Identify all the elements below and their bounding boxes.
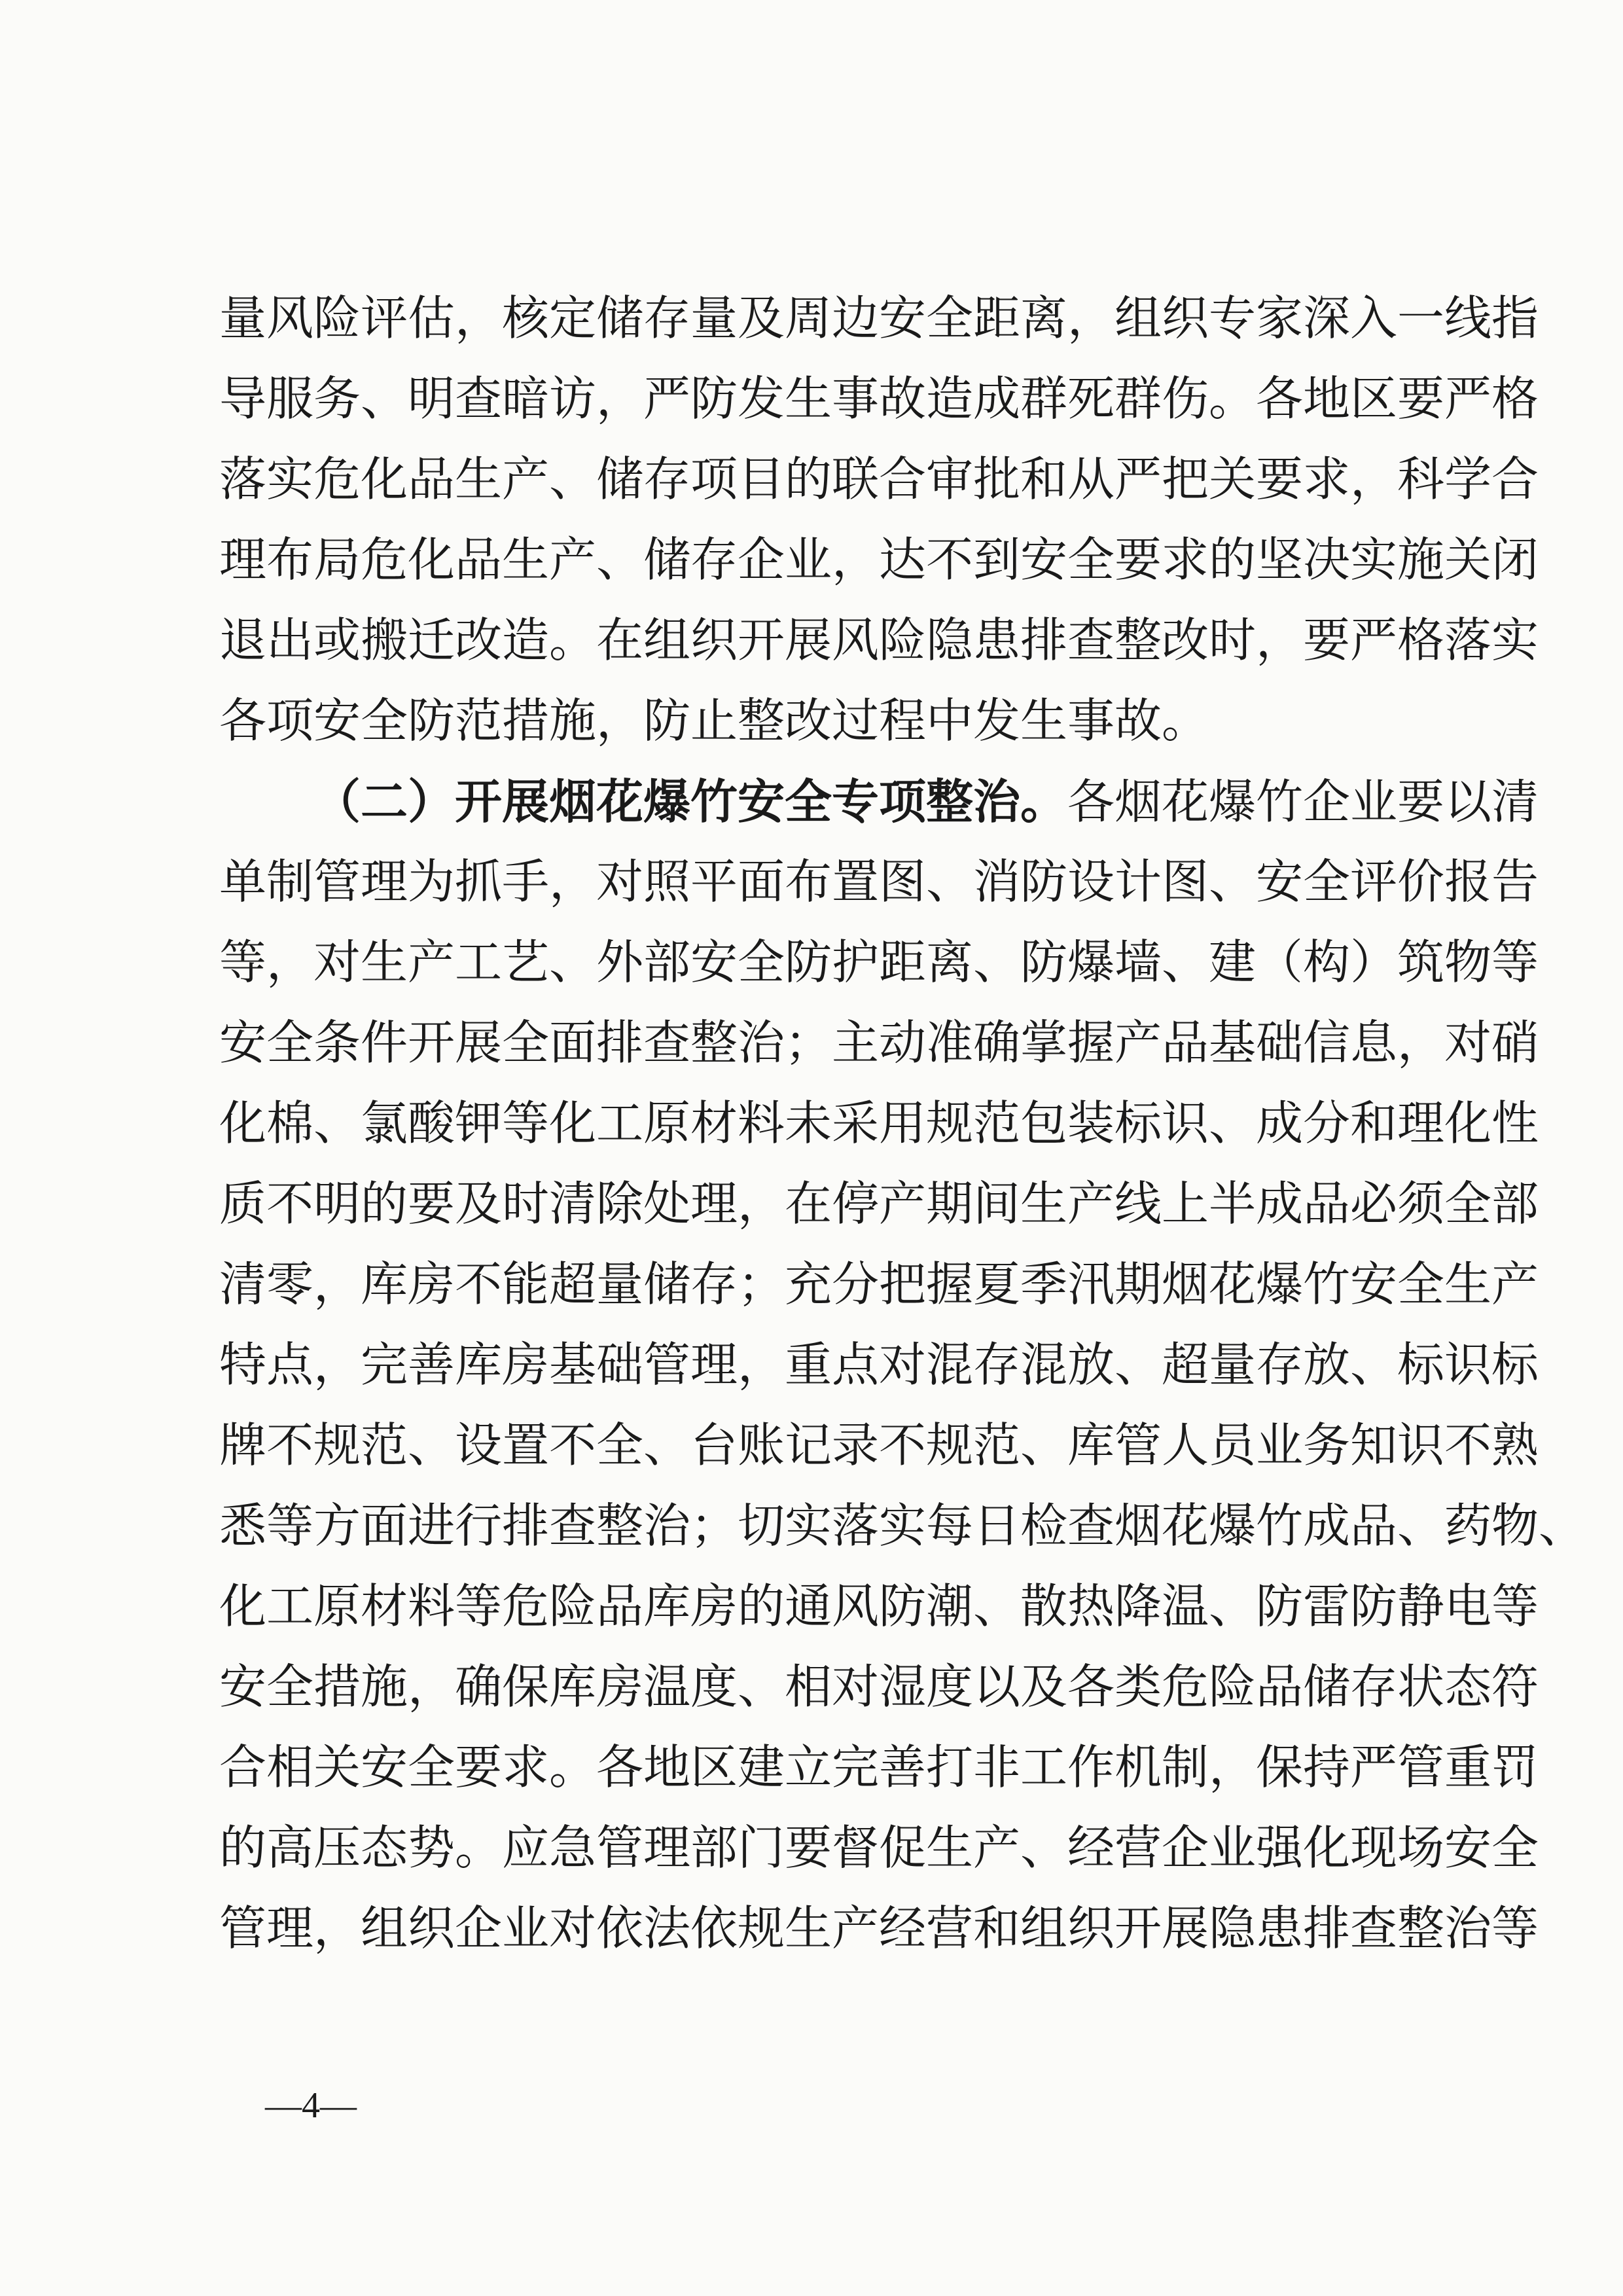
document-body: [219, 278, 1586, 1969]
section-line-7: 特点，完善库房基础管理，重点对混存混放、超量存放、标识标: [219, 1337, 1539, 1392]
section-line-4: 化棉、氯酸钾等化工原材料未采用规范包装标识、成分和理化性: [219, 1096, 1539, 1151]
section-heading: （二）开展烟花爆竹安全专项整治。: [313, 774, 1068, 829]
section-line-2: 等，对生产工艺、外部安全防护距离、防爆墙、建（构）筑物等: [219, 935, 1539, 990]
section-line-13: 的高压态势。应急管理部门要督促生产、经营企业强化现场安全: [219, 1820, 1539, 1875]
section-line-5: 质不明的要及时清除处理，在停产期间生产线上半成品必须全部: [219, 1176, 1539, 1231]
section-line-10: 化工原材料等危险品库房的通风防潮、散热降温、防雷防静电等: [219, 1579, 1539, 1634]
body-line-4: 理布局危化品生产、储存企业，达不到安全要求的坚决实施关闭: [219, 532, 1539, 587]
body-line-2: 导服务、明查暗访，严防发生事故造成群死群伤。各地区要严格: [219, 371, 1539, 426]
body-line-6: 各项安全防范措施，防止整改过程中发生事故。: [219, 693, 1209, 748]
section-line-11: 安全措施，确保库房温度、相对湿度以及各类危险品储存状态符: [219, 1659, 1539, 1714]
body-line-1: 量风险评估，核定储存量及周边安全距离，组织专家深入一线指: [219, 291, 1539, 346]
section-line-1: 单制管理为抓手，对照平面布置图、消防设计图、安全评价报告: [219, 854, 1539, 909]
body-line-5: 退出或搬迁改造。在组织开展风险隐患排查整改时，要严格落实: [219, 613, 1539, 668]
section-line-3: 安全条件开展全面排查整治；主动准确掌握产品基础信息，对硝: [219, 1015, 1539, 1070]
body-line-3: 落实危化品生产、储存项目的联合审批和从严把关要求，科学合: [219, 452, 1539, 507]
section-first-line-text: 各烟花爆竹企业要以清: [1067, 774, 1539, 829]
section-two-first-line: [219, 761, 1539, 842]
section-line-12: 合相关安全要求。各地区建立完善打非工作机制，保持严管重罚: [219, 1740, 1539, 1795]
page-number: —4—: [265, 2085, 357, 2126]
section-line-9: 悉等方面进行排查整治；切实落实每日检查烟花爆竹成品、药物、: [219, 1498, 1586, 1553]
section-line-14: 管理，组织企业对依法依规生产经营和组织开展隐患排查整治等: [219, 1901, 1539, 1956]
section-line-8: 牌不规范、设置不全、台账记录不规范、库管人员业务知识不熟: [219, 1418, 1539, 1473]
section-line-6: 清零，库房不能超量储存；充分把握夏季汛期烟花爆竹安全生产: [219, 1257, 1539, 1312]
